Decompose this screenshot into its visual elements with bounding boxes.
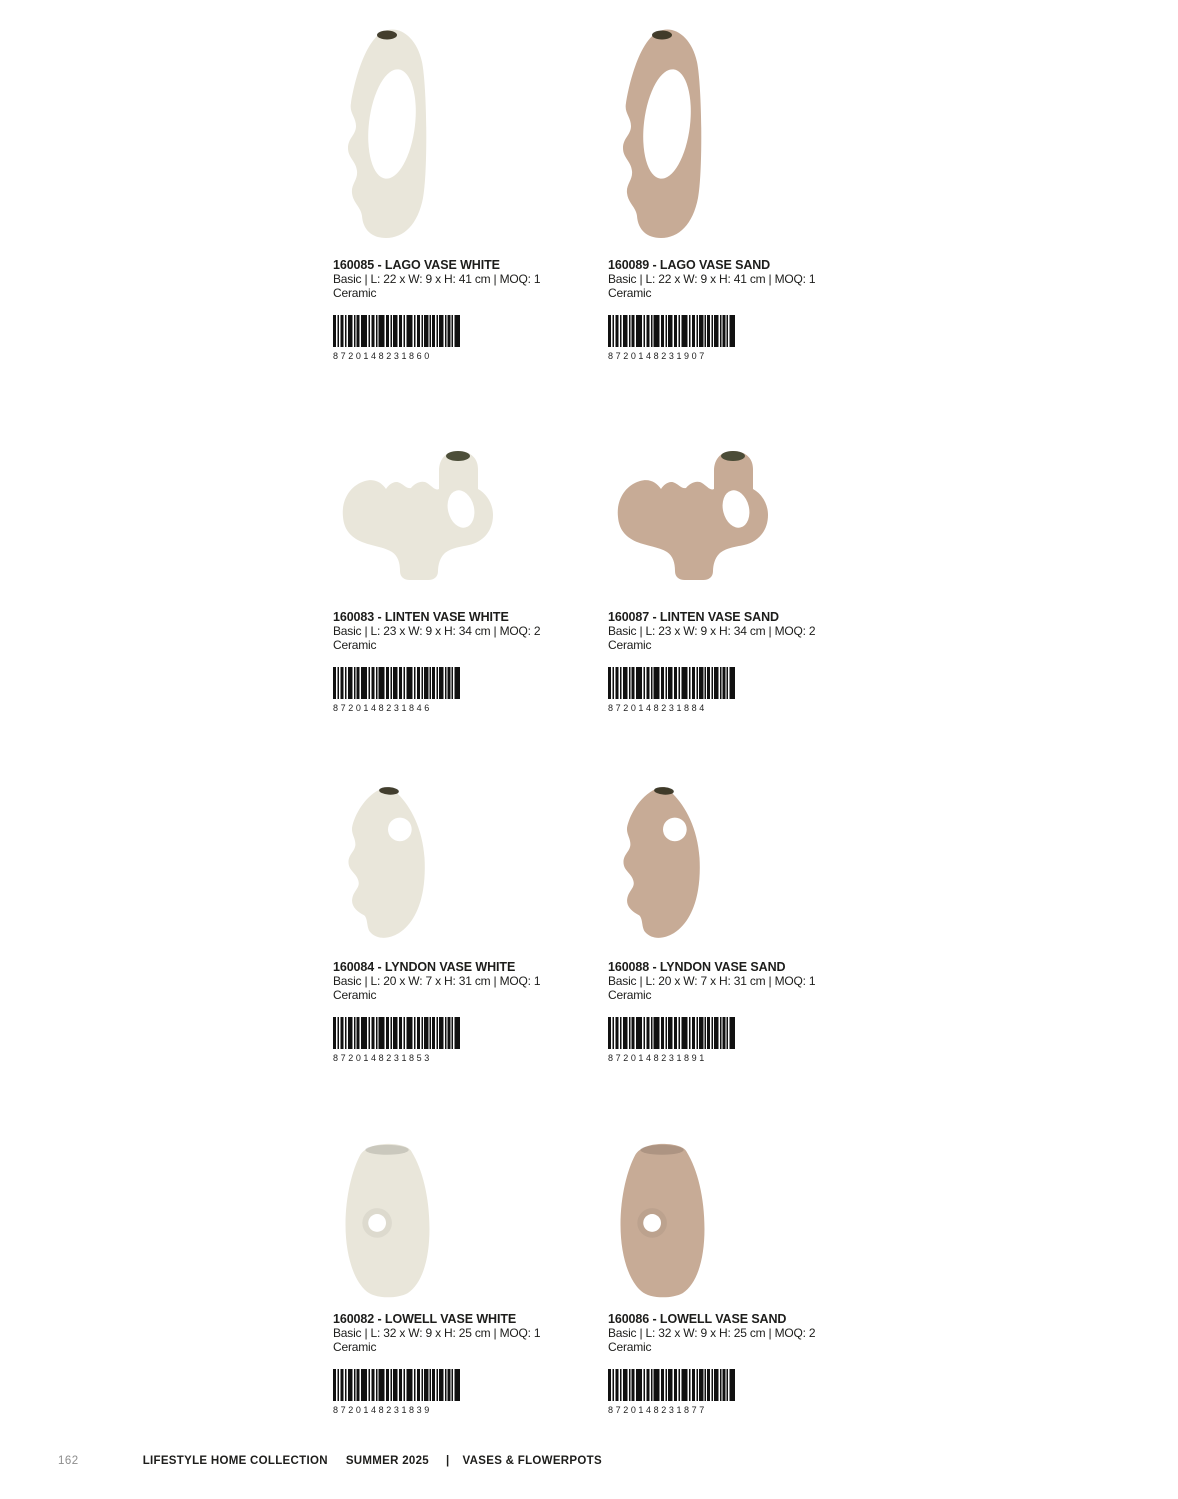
product-card-160088 — [608, 782, 880, 1063]
product-card-160086 — [608, 1136, 880, 1415]
product-image-area — [333, 782, 605, 960]
barcode — [333, 315, 460, 347]
product-specs: Basic | L: 20 x W: 7 x H: 31 cm | MOQ: 1 — [333, 974, 541, 988]
product-material: Ceramic — [608, 1340, 652, 1354]
product-title: 160083 - LINTEN VASE WHITE — [333, 610, 509, 624]
product-card-160085 — [333, 25, 605, 361]
product-material: Ceramic — [608, 286, 652, 300]
footer-text — [79, 1455, 602, 1467]
footer-category: VASES & FLOWERPOTS — [462, 1455, 602, 1467]
product-specs: Basic | L: 20 x W: 7 x H: 31 cm | MOQ: 1 — [608, 974, 816, 988]
lago-vase-sand-image — [613, 25, 710, 240]
barcode-number: 8720148231907 — [608, 351, 707, 361]
product-material: Ceramic — [608, 638, 652, 652]
product-card-160089 — [608, 25, 880, 361]
barcode-number: 8720148231839 — [333, 1405, 432, 1415]
barcode-number: 8720148231846 — [333, 703, 432, 713]
product-image-area — [333, 25, 605, 258]
product-material: Ceramic — [333, 988, 377, 1002]
page-number: 162 — [58, 1455, 79, 1467]
barcode-number: 8720148231891 — [608, 1053, 707, 1063]
product-specs: Basic | L: 23 x W: 9 x H: 34 cm | MOQ: 2 — [333, 624, 541, 638]
product-material: Ceramic — [333, 638, 377, 652]
product-card-160087 — [608, 440, 880, 713]
product-specs: Basic | L: 32 x W: 9 x H: 25 cm | MOQ: 2 — [608, 1326, 816, 1340]
barcode — [333, 1017, 460, 1049]
product-title: 160082 - LOWELL VASE WHITE — [333, 1312, 517, 1326]
product-specs: Basic | L: 32 x W: 9 x H: 25 cm | MOQ: 1 — [333, 1326, 541, 1340]
linten-vase-white-image — [333, 445, 501, 583]
product-image-area — [608, 1136, 880, 1312]
product-title: 160084 - LYNDON VASE WHITE — [333, 960, 516, 974]
product-title: 160086 - LOWELL VASE SAND — [608, 1312, 787, 1326]
product-title: 160085 - LAGO VASE WHITE — [333, 258, 500, 272]
product-title: 160088 - LYNDON VASE SAND — [608, 960, 786, 974]
linten-vase-sand-image — [608, 445, 776, 583]
page-footer — [58, 1455, 602, 1467]
product-specs: Basic | L: 23 x W: 9 x H: 34 cm | MOQ: 2 — [608, 624, 816, 638]
product-title: 160089 - LAGO VASE SAND — [608, 258, 771, 272]
footer-separator: | — [446, 1455, 450, 1467]
footer-season: SUMMER 2025 — [345, 1455, 430, 1467]
lowell-vase-sand-image — [614, 1138, 711, 1300]
lowell-vase-white-image — [339, 1138, 436, 1300]
product-material: Ceramic — [333, 1340, 377, 1354]
lago-vase-white-image — [338, 25, 435, 240]
product-image-area — [333, 1136, 605, 1312]
product-specs: Basic | L: 22 x W: 9 x H: 41 cm | MOQ: 1 — [333, 272, 541, 286]
barcode — [333, 1369, 460, 1401]
product-card-160084 — [333, 782, 605, 1063]
barcode-number: 8720148231860 — [333, 351, 432, 361]
product-specs: Basic | L: 22 x W: 9 x H: 41 cm | MOQ: 1 — [608, 272, 816, 286]
product-image-area — [333, 440, 605, 610]
product-image-area — [608, 782, 880, 960]
barcode-number: 8720148231877 — [608, 1405, 707, 1415]
product-material: Ceramic — [333, 286, 377, 300]
barcode — [608, 315, 735, 347]
product-title: 160087 - LINTEN VASE SAND — [608, 610, 779, 624]
barcode — [608, 1017, 735, 1049]
product-material: Ceramic — [608, 988, 652, 1002]
lyndon-vase-sand-image — [612, 783, 712, 943]
product-image-area — [608, 25, 880, 258]
product-image-area — [608, 440, 880, 610]
barcode — [333, 667, 460, 699]
barcode — [608, 667, 735, 699]
barcode — [608, 1369, 735, 1401]
product-card-160083 — [333, 440, 605, 713]
barcode-number: 8720148231884 — [608, 703, 707, 713]
footer-brand: LIFESTYLE HOME COLLECTION — [142, 1455, 328, 1467]
product-card-160082 — [333, 1136, 605, 1415]
barcode-number: 8720148231853 — [333, 1053, 432, 1063]
lyndon-vase-white-image — [337, 783, 437, 943]
